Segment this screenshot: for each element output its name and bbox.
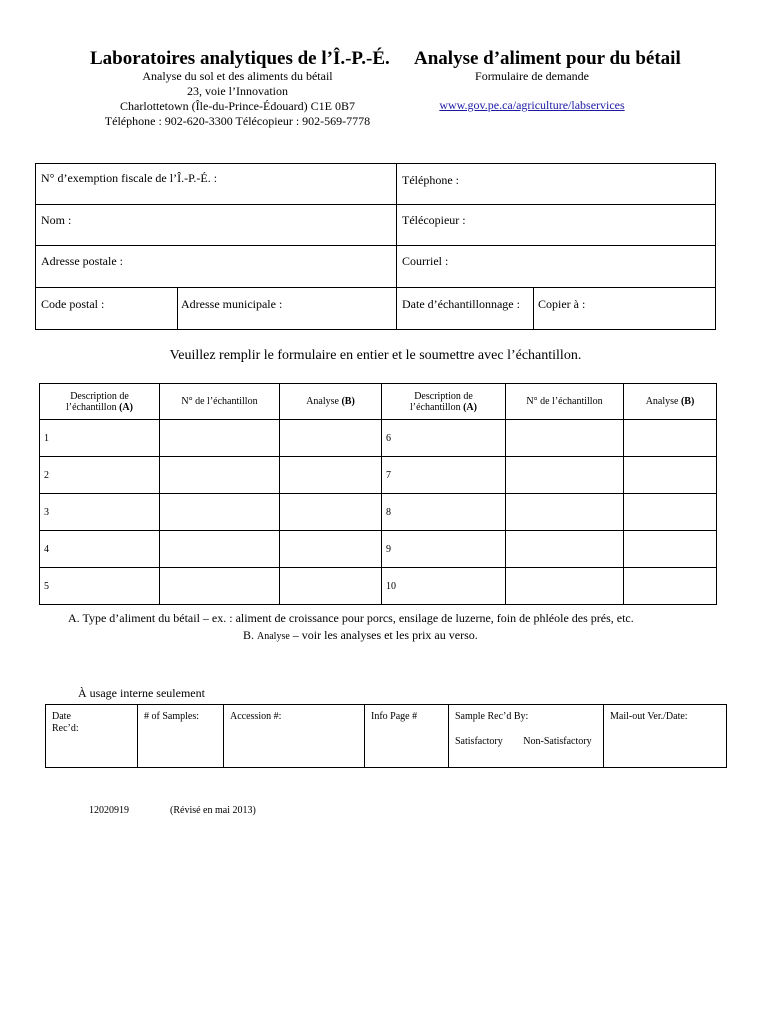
- sample-description-cell[interactable]: 6: [382, 420, 506, 457]
- table-header-row: [40, 384, 717, 420]
- col-description: [382, 384, 506, 420]
- num-samples-cell[interactable]: [138, 705, 224, 768]
- satisfaction-options: [455, 736, 597, 747]
- sample-description-cell[interactable]: 1: [40, 420, 160, 457]
- col-analysis: [280, 384, 382, 420]
- note-b-analysis: Analyse: [257, 631, 290, 642]
- divider: [35, 287, 716, 288]
- mailout-cell[interactable]: [604, 705, 727, 768]
- info-page-label: Info Page #: [371, 711, 418, 722]
- col-analysis-label: Analyse: [645, 396, 679, 407]
- sample-number-cell[interactable]: [506, 568, 624, 605]
- divider: [35, 204, 716, 205]
- mailout-label: Mail-out Ver./Date:: [610, 711, 688, 722]
- sample-recd-by-label: Sample Rec’d By:: [455, 711, 529, 722]
- divider: [533, 287, 534, 330]
- sample-description-cell[interactable]: 5: [40, 568, 160, 605]
- analysis-cell[interactable]: [280, 531, 382, 568]
- copy-to-field[interactable]: Copier à :: [538, 297, 586, 311]
- analysis-cell[interactable]: [624, 457, 717, 494]
- col-description: [40, 384, 160, 420]
- accession-cell[interactable]: [224, 705, 365, 768]
- accession-label: Accession #:: [230, 711, 282, 722]
- instruction-text: Veuillez remplir le formulaire en entier et le soumettre avec l’échantillon.: [169, 348, 582, 363]
- revision-date: (Révisé en mai 2013): [170, 805, 256, 816]
- col-desc-line1: Description de: [414, 390, 473, 402]
- internal-use-table: [45, 704, 727, 768]
- tax-exempt-field[interactable]: N° d’exemption fiscale de l’Î.-P.-É. :: [41, 171, 218, 185]
- analysis-cell[interactable]: [280, 494, 382, 531]
- info-page-cell[interactable]: [365, 705, 449, 768]
- analysis-cell[interactable]: [280, 457, 382, 494]
- address-line: Analyse du sol et des aliments du bétail: [142, 69, 333, 83]
- sample-description-cell[interactable]: 8: [382, 494, 506, 531]
- col-desc-line2: l’échantillon: [410, 401, 461, 413]
- postal-code-field[interactable]: Code postal :: [41, 297, 105, 311]
- table-row: [40, 457, 717, 494]
- form-title: Analyse d’aliment pour du bétail: [414, 48, 681, 69]
- sample-number-cell[interactable]: [506, 420, 624, 457]
- address-line: Téléphone : 902-620-3300 Télécopieur : 902-569-7778: [104, 114, 371, 128]
- analysis-cell[interactable]: [624, 568, 717, 605]
- sample-number-cell[interactable]: [160, 420, 280, 457]
- analysis-cell[interactable]: [280, 420, 382, 457]
- address-line: 23, voie l’Innovation: [187, 84, 288, 98]
- divider: [177, 287, 178, 330]
- sample-description-cell[interactable]: 2: [40, 457, 160, 494]
- sample-number-cell[interactable]: [160, 531, 280, 568]
- col-desc-line2: l’échantillon: [66, 401, 117, 413]
- analysis-cell[interactable]: [624, 420, 717, 457]
- sample-number-cell[interactable]: [506, 457, 624, 494]
- non-satisfactory-option[interactable]: Non-Satisfactory: [523, 736, 592, 747]
- internal-row: [46, 705, 727, 768]
- divider: [396, 163, 397, 330]
- note-a: A. Type d’aliment du bétail – ex. : aliment de croissance pour porcs, ensilage de luzerne, foin de phléole des prés, etc.: [68, 611, 634, 625]
- sample-number-cell[interactable]: [160, 457, 280, 494]
- name-field[interactable]: Nom :: [41, 213, 72, 227]
- sampling-date-field[interactable]: Date d’échantillonnage :: [402, 297, 520, 311]
- municipal-address-field[interactable]: Adresse municipale :: [181, 297, 283, 311]
- table-row: [40, 568, 717, 605]
- table-row: [40, 420, 717, 457]
- note-b-prefix: B.: [243, 628, 255, 642]
- col-num-label: N° de l’échantillon: [181, 396, 258, 407]
- analysis-cell[interactable]: [280, 568, 382, 605]
- email-field[interactable]: Courriel :: [402, 254, 449, 268]
- sample-description-cell[interactable]: 9: [382, 531, 506, 568]
- lab-title: Laboratoires analytiques de l’Î.-P.-É.: [90, 48, 390, 69]
- sample-number-cell[interactable]: [506, 494, 624, 531]
- internal-use-heading: À usage interne seulement: [78, 686, 205, 700]
- samples-table: [39, 383, 717, 605]
- lab-address-block: [60, 69, 415, 129]
- form-subtitle: Formulaire de demande: [475, 69, 589, 83]
- sample-description-cell[interactable]: 3: [40, 494, 160, 531]
- table-row: [40, 531, 717, 568]
- col-desc-tag: (A): [463, 401, 477, 413]
- note-b-rest: – voir les analyses et les prix au verso.: [292, 628, 478, 642]
- col-analysis-label: Analyse: [306, 396, 339, 407]
- analysis-cell[interactable]: [624, 494, 717, 531]
- col-analysis-tag: (B): [341, 396, 355, 407]
- col-desc-tag: (A): [119, 401, 133, 413]
- fax-field[interactable]: Télécopieur :: [402, 213, 466, 227]
- col-analysis: [624, 384, 717, 420]
- sample-description-cell[interactable]: 10: [382, 568, 506, 605]
- lab-services-link[interactable]: www.gov.pe.ca/agriculture/labservices: [439, 98, 625, 112]
- table-row: [40, 494, 717, 531]
- col-desc-line1: Description de: [70, 390, 129, 402]
- col-sample-number: [160, 384, 280, 420]
- phone-field[interactable]: Téléphone :: [402, 173, 459, 187]
- sample-description-cell[interactable]: 4: [40, 531, 160, 568]
- date-recd-cell[interactable]: [46, 705, 138, 768]
- col-num-label: N° de l’échantillon: [526, 396, 603, 407]
- sample-description-cell[interactable]: 7: [382, 457, 506, 494]
- num-samples-label: # of Samples:: [144, 711, 199, 722]
- satisfactory-option[interactable]: Satisfactory: [455, 736, 503, 747]
- mail-address-field[interactable]: Adresse postale :: [41, 254, 123, 268]
- col-analysis-tag: (B): [680, 396, 695, 407]
- form-code: 12020919: [89, 805, 129, 816]
- contact-info-box: [35, 163, 716, 330]
- sample-number-cell[interactable]: [160, 568, 280, 605]
- sample-number-cell[interactable]: [160, 494, 280, 531]
- address-line: Charlottetown (Île-du-Prince-Édouard) C1E 0B7: [120, 99, 355, 113]
- divider: [35, 245, 716, 246]
- date-recd-label: Date Rec’d:: [52, 711, 79, 734]
- note-b: [243, 628, 478, 643]
- sample-recd-by-cell[interactable]: [449, 705, 604, 768]
- col-sample-number: [506, 384, 624, 420]
- sample-number-cell[interactable]: [506, 531, 624, 568]
- analysis-cell[interactable]: [624, 531, 717, 568]
